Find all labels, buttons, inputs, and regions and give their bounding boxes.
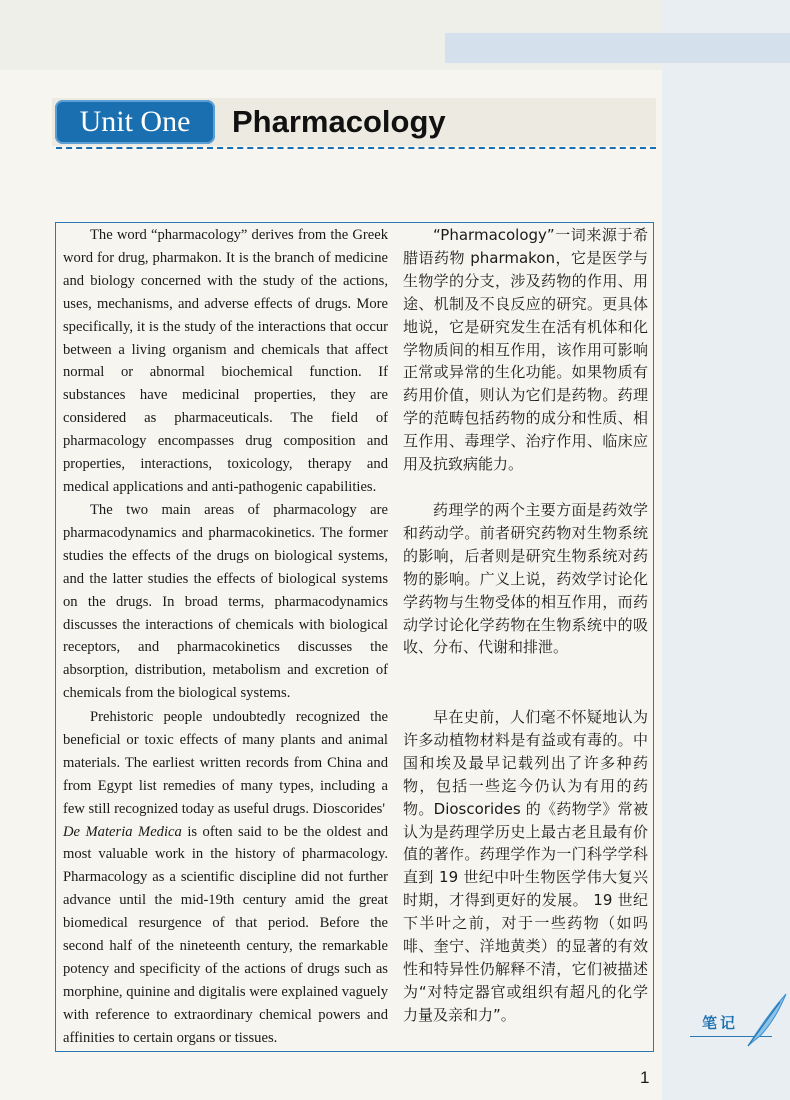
english-paragraph-text-part: Prehistoric people undoubtedly recognized the beneficial or toxic effects of many plants and animal materials. The earliest written records from China and from Egypt list remedies of many types, including a few still recognized today as useful drugs. Dioscorides' [63,709,388,817]
title-divider [56,147,656,149]
chinese-paragraph-2 [403,499,648,659]
chinese-paragraph-1 [403,224,648,476]
notes-label: 笔记 [702,1014,739,1032]
english-paragraph-text: The two main areas of pharmacology are pharmacodynamics and pharmacokinetics. The former studies the effects of the drugs on biological systems, and the latter studies the effects of biological systems on the drugs. In broad terms, pharmacodynamics discusses the interactions of chemicals with biological receptors, and pharmacokinetics discusses the absorption, distribution, metabolism and excretion of chemicals from the biological systems. [63,502,388,702]
unit-title: Pharmacology [232,104,446,139]
margin-notes-strip [662,0,790,1100]
chinese-paragraph-text: 早在史前，人们毫不怀疑地认为许多动植物材料是有益或有毒的。中国和埃及最早记载列出了许多种药物，包括一些迄今仍认为有用的药物。Dioscorides 的《药物学》常被认为是药理学历史上最古老且最有价值的著作。药理学作为一门科学学科直到 19 世纪中叶生物医学伟大复兴时期，才得到更好的发展。 19 世纪下半叶之前，对于一些药物（如吗啡、奎宁、洋地黄类）的显著的有效性和特异性仍解释不清，它们被描述为“对特定器官或组织有超凡的化学力量及亲和力”。 [403,708,648,1024]
chinese-paragraph-text: 药理学的两个主要方面是药效学和药动学。前者研究药物对生物系统的影响，后者则是研究生物系统对药物的影响。广义上说，药效学讨论化学药物与生物受体的相互作用，而药动学讨论化学药物在生物系统中的吸收、分布、代谢和排泄。 [403,501,648,657]
english-paragraph-text: The word “pharmacology” derives from the Greek word for drug, pharmakon. It is the branch of medicine and biology concerned with the study of the actions, uses, mechanisms, and adverse effects of drugs. More specifically, it is the study of the interactions that occur between a living organism and chemicals that affect normal or abnormal biochemical function. If substances have medicinal properties, they are considered as pharmaceuticals. The field of pharmacology encompasses drug composition and properties, interactions, toxicology, therapy and medical applications and anti-pathogenic capabilities. [63,227,388,495]
header-tab-strip [445,33,790,63]
page-number: 1 [640,1068,650,1087]
english-paragraph-text [63,706,388,1050]
english-paragraph-text-part: is often said to be the oldest and most valuable work in the history of pharmacology. Pharmacology as a scientific discipline did not further advance until the mid-19th century amid the great biomedical resurgence of that period. Before the second half of the nineteenth century, the remarkable potency and specificity of the actions of drugs such as morphine, quinine and digitalis were explained vaguely with reference to extraordinary chemical powers and affinities to certain organs or tissues. [63,823,388,1046]
unit-label-badge: Unit One [55,100,215,144]
english-paragraph-3 [63,706,388,1050]
english-paragraph-1 [63,224,388,499]
feather-icon [740,990,790,1050]
english-paragraph-2 [63,499,388,705]
book-title: De Materia Medica [63,823,182,840]
chinese-paragraph-3 [403,706,648,1027]
chinese-paragraph-text: “Pharmacology”一词来源于希腊语药物 pharmakon，它是医学与生物学的分支，涉及药物的作用、用途、机制及不良反应的研究。更具体地说，它是研究发生在活有机体和化学物质间的相互作用，该作用可影响正常或异常的生化功能。如果物质有药用价值，则认为它们是药物。药理学的范畴包括药物的成分和性质、相互作用、毒理学、治疗作用、临床应用及抗致病能力。 [403,226,648,474]
